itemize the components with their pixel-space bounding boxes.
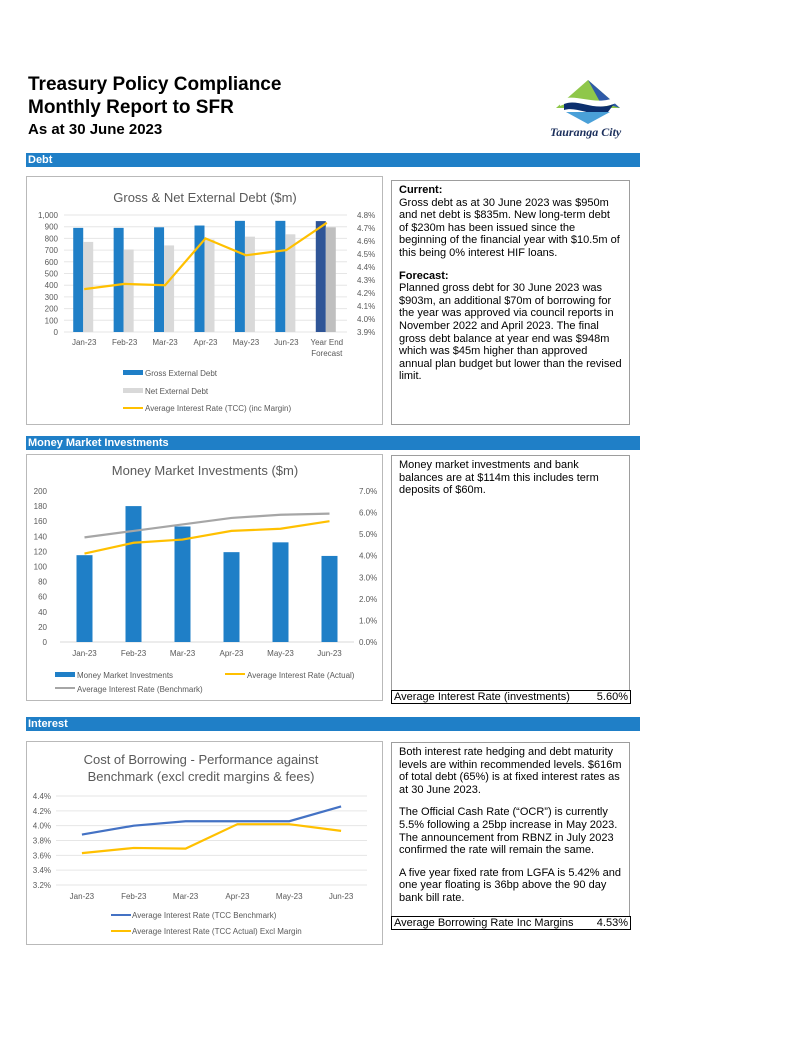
y-tick-label: 0 [53, 328, 58, 337]
x-tick-label: Jun-23 [317, 649, 342, 658]
y-tick-label: 120 [33, 547, 47, 557]
x-tick-label: Feb-23 [120, 649, 147, 658]
y2-tick-label: 5.0% [359, 530, 378, 540]
current-heading: Current: [399, 184, 443, 196]
interest-p2: The Official Cash Rate (“OCR”) is currently 5.5% following a 25bp increase in May 2023. The announcement from RBNZ in July 2023 confirmed the rate will remain the same. [399, 806, 618, 857]
y-tick-label: 180 [33, 502, 47, 512]
chart-title-line2: Benchmark (excl credit margins & fees) [87, 769, 315, 784]
chart-title-line1: Cost of Borrowing - Performance against [83, 752, 319, 767]
cost-of-borrowing-chart [26, 741, 383, 945]
mmi-bar [77, 555, 93, 642]
x-tick-label: Forecast [311, 349, 343, 358]
cost-of-borrowing-svg [27, 742, 382, 944]
y-tick-label: 900 [44, 222, 58, 232]
y-tick-label: 500 [44, 269, 58, 279]
x-tick-label: Apr-23 [219, 649, 244, 658]
legend-label-benchmark: Average Interest Rate (TCC Benchmark) [132, 911, 277, 920]
mmi-chart [26, 454, 383, 701]
y-tick-label: 140 [33, 532, 47, 542]
net-debt-bar [326, 227, 336, 332]
gross-debt-bar [154, 227, 164, 332]
legend-label-actual: Average Interest Rate (TCC Actual) Excl Margin [132, 927, 302, 936]
y2-tick-label: 0.0% [359, 638, 378, 647]
y2-tick-label: 4.8% [357, 211, 376, 220]
forecast-heading: Forecast: [399, 269, 449, 282]
y2-tick-label: 3.9% [357, 328, 376, 337]
y2-tick-label: 7.0% [359, 487, 378, 496]
y-tick-label: 4.4% [32, 792, 51, 801]
mmi-bar [322, 556, 338, 642]
x-tick-label: Feb-23 [121, 892, 147, 901]
interest-commentary [391, 742, 630, 917]
gross-debt-bar [235, 221, 245, 332]
debt-commentary [391, 180, 630, 425]
borrowing-rate-label: Average Borrowing Rate Inc Margins [394, 917, 574, 929]
legend-label-benchmark: Average Interest Rate (Benchmark) [77, 685, 203, 694]
gross-debt-bar [114, 228, 124, 332]
tauranga-city-logo [548, 78, 644, 142]
gross-debt-bar [275, 221, 285, 332]
y-tick-label: 1,000 [37, 211, 58, 220]
y-tick-label: 600 [44, 257, 58, 267]
y2-tick-label: 4.3% [357, 276, 376, 285]
x-tick-label: Apr-23 [193, 338, 218, 347]
y-tick-label: 40 [38, 607, 47, 617]
report-date: As at 30 June 2023 [28, 121, 163, 138]
y2-tick-label: 4.2% [357, 289, 376, 298]
y2-tick-label: 4.0% [357, 315, 376, 324]
borrowing-rate-value: 4.53% [596, 917, 628, 929]
legend-swatch-gross [123, 370, 143, 375]
mmi-bar [175, 526, 191, 642]
mmi-svg [27, 455, 382, 700]
net-debt-bar [205, 240, 215, 332]
x-tick-label: May-23 [275, 892, 303, 901]
gross-net-debt-chart [26, 176, 383, 425]
benchmark-rate-line [85, 514, 330, 538]
net-debt-bar [245, 237, 255, 332]
y2-tick-label: 6.0% [359, 508, 378, 518]
interest-rate-row [391, 916, 631, 930]
legend-swatch-mmi [55, 672, 75, 677]
y-tick-label: 3.4% [32, 866, 51, 876]
y-tick-label: 3.6% [32, 851, 51, 861]
y2-tick-label: 2.0% [359, 594, 378, 604]
y2-tick-label: 4.1% [357, 302, 376, 311]
x-tick-label: Feb-23 [111, 338, 138, 347]
y2-tick-label: 4.0% [359, 551, 378, 561]
y-tick-label: 3.8% [32, 836, 51, 846]
legend-label-net: Net External Debt [145, 387, 209, 396]
forecast-body: Planned gross debt for 30 June 2023 was $903m, an additional $70m of borrowing for the year was approved via council reports in November 2022 and April 2023. The final gross debt balance at year end was $948m which was $45m higher than approved annual plan budget but lower than the revised limit. [399, 282, 622, 383]
logo-icon [548, 78, 644, 142]
section-debt: Debt [26, 153, 640, 167]
y2-tick-label: 3.0% [359, 573, 378, 583]
mmi-bar [273, 542, 289, 642]
mmi-commentary [391, 455, 630, 691]
y-tick-label: 100 [33, 562, 47, 572]
x-tick-label: Mar-23 [172, 892, 199, 901]
y2-tick-label: 1.0% [359, 616, 378, 626]
y-tick-label: 160 [33, 517, 47, 527]
section-interest: Interest [26, 717, 640, 731]
y-tick-label: 80 [38, 577, 47, 587]
mmi-rate-value: 5.60% [596, 691, 628, 703]
y-tick-label: 300 [44, 292, 58, 302]
y-tick-label: 200 [33, 487, 47, 496]
y-tick-label: 60 [38, 592, 47, 602]
y-tick-label: 4.0% [32, 821, 51, 831]
y-tick-label: 400 [44, 281, 58, 291]
y-tick-label: 100 [44, 316, 58, 326]
legend-label-actual: Average Interest Rate (Actual) [247, 671, 355, 680]
legend-label-rate: Average Interest Rate (TCC) (inc Margin) [145, 404, 292, 413]
y-tick-label: 200 [44, 304, 58, 314]
x-tick-label: Year End [310, 338, 344, 347]
report-title-line1: Treasury Policy Compliance [28, 74, 282, 95]
x-tick-label: May-23 [232, 338, 260, 347]
current-body: Gross debt as at 30 June 2023 was $950m and net debt is $835m. New long-term debt of $230m has been issued since the beginning of the financial year with $10.5m of this being 0% interest HIF loans. [399, 196, 620, 259]
y-tick-label: 4.2% [32, 806, 51, 816]
x-tick-label: Jun-23 [274, 338, 299, 347]
interest-p1: Both interest rate hedging and debt maturity levels are within recommended levels. $616m of total debt (65%) is at fixed interest rates as at 30 June 2023. [399, 746, 622, 796]
net-debt-bar [124, 250, 134, 332]
gross-net-debt-svg [27, 177, 382, 424]
legend-swatch-net [123, 388, 143, 393]
y2-tick-label: 4.6% [357, 237, 376, 246]
y-tick-label: 20 [38, 622, 47, 632]
section-mmi: Money Market Investments [26, 436, 640, 450]
y2-tick-label: 4.4% [357, 263, 376, 272]
x-tick-label: Mar-23 [152, 338, 178, 347]
x-tick-label: Jun-23 [328, 892, 354, 901]
net-debt-bar [83, 242, 93, 332]
mmi-bar [224, 552, 240, 642]
net-debt-bar [164, 245, 174, 332]
actual-rate-line [85, 521, 330, 553]
x-tick-label: Jan-23 [69, 892, 95, 901]
logo-text: Tauranga City [550, 125, 622, 139]
mmi-rate-row [391, 690, 631, 704]
legend-label-mmi: Money Market Investments [77, 671, 174, 680]
y-tick-label: 3.2% [32, 881, 51, 890]
y-tick-label: 800 [44, 234, 58, 244]
y-tick-label: 700 [44, 246, 58, 256]
y2-tick-label: 4.5% [357, 250, 376, 259]
gross-debt-bar [316, 221, 326, 332]
y-tick-label: 0 [42, 638, 47, 647]
x-tick-label: Apr-23 [225, 892, 250, 901]
chart-title: Money Market Investments ($m) [111, 463, 299, 478]
legend-label-gross: Gross External Debt [145, 369, 218, 378]
chart-title: Gross & Net External Debt ($m) [113, 190, 297, 205]
x-tick-label: May-23 [267, 649, 294, 658]
mmi-body: Money market investments and bank balances are at $114m this includes term deposits of $60m. [399, 459, 599, 497]
mmi-rate-label: Average Interest Rate (investments) [394, 691, 570, 703]
gross-debt-bar [73, 228, 83, 332]
x-tick-label: Jan-23 [71, 338, 97, 347]
interest-p3: A five year fixed rate from LGFA is 5.42% and one year floating is 36bp above the 90 day bank bill rate. [399, 866, 621, 904]
x-tick-label: Jan-23 [72, 649, 97, 658]
x-tick-label: Mar-23 [169, 649, 196, 658]
mmi-bar [126, 506, 142, 642]
y2-tick-label: 4.7% [357, 224, 376, 233]
report-title-line2: Monthly Report to SFR [28, 97, 234, 118]
